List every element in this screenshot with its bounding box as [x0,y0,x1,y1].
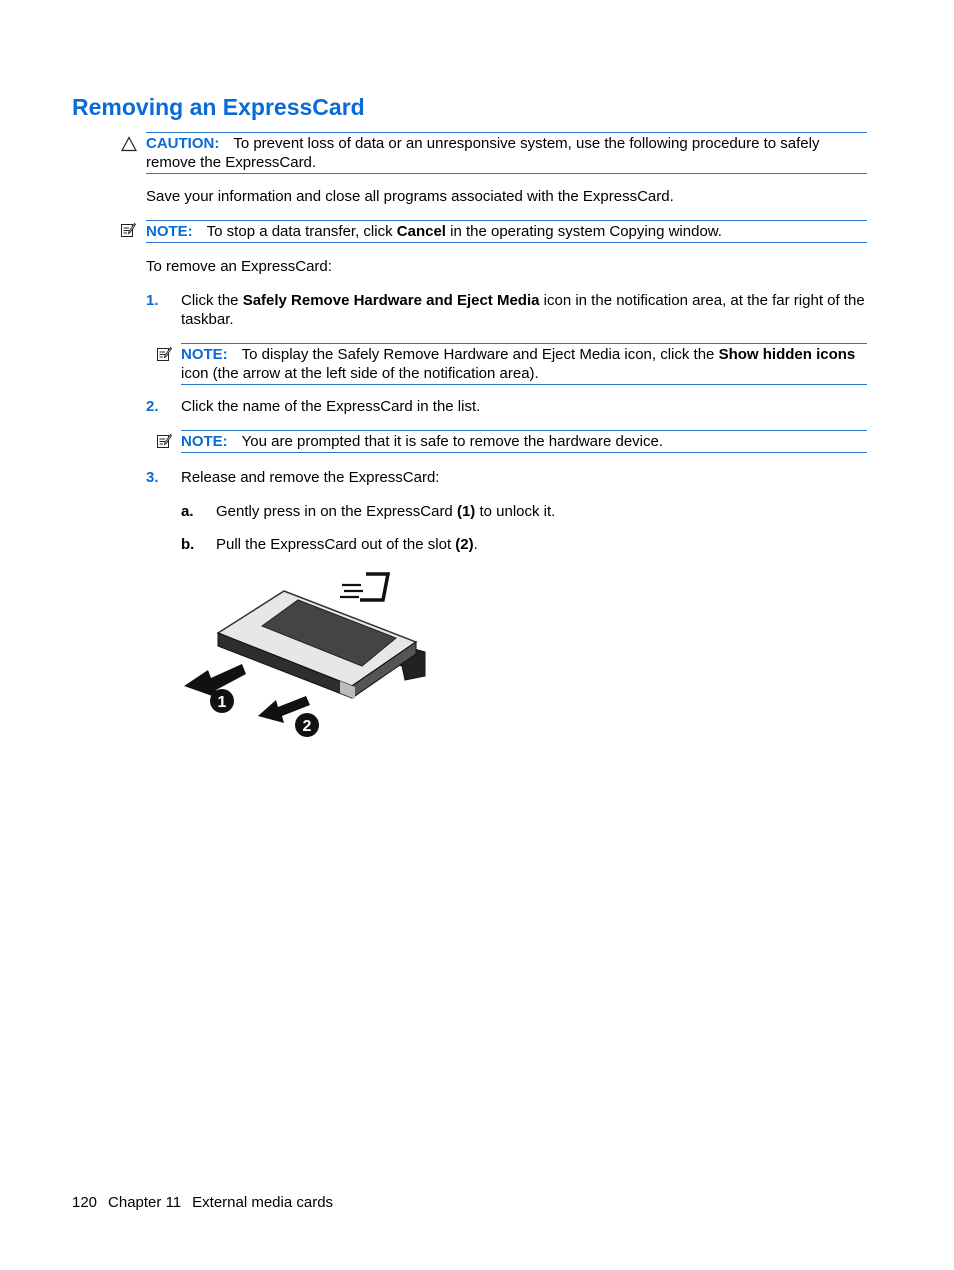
section-title: Removing an ExpressCard [72,94,365,120]
note-text-end: in the operating system Copying window. [445,223,722,240]
page-footer [72,1193,344,1212]
note-pencil-icon [156,433,172,449]
expresscard-removal-illustration [180,568,450,748]
note-pencil-icon [120,222,136,238]
page-number: 120 [72,1194,98,1211]
expresscard-graphic [218,591,416,699]
caution-box [146,132,867,174]
note-label: NOTE: [181,433,228,450]
note-text: To stop a data transfer, click [206,223,397,240]
note-box [181,343,867,385]
caution-triangle-icon [121,136,137,152]
substep-text-start: Pull the ExpressCard out of the slot [216,536,456,553]
step-text: Click the name of the ExpressCard in the list. [181,398,481,415]
note-label: NOTE: [181,346,228,363]
chapter-title: External media cards [192,1194,334,1211]
step-text-start: Click the [181,292,243,309]
cancel-term: Cancel [396,223,446,240]
caution-label: CAUTION: [146,135,220,152]
note-box [181,430,867,453]
step-text: Release and remove the ExpressCard: [181,469,440,486]
step-text-end: icon in the notification area, at the far right of the taskbar. [181,292,865,328]
callout-ref: (2) [455,536,474,553]
show-hidden-icons-term: Show hidden icons [718,346,856,363]
note-label: NOTE: [146,223,193,240]
expresscard-slot-icon [340,574,388,600]
procedure-intro: To remove an ExpressCard: [146,258,332,275]
chapter-label: Chapter 11 [108,1194,182,1211]
callout-ref: (1) [456,503,476,520]
step-number: 2. [146,398,159,415]
substep-text [216,502,555,521]
step-number: 1. [146,292,159,309]
note-text: You are prompted that it is safe to remove the hardware device. [241,433,664,450]
note-pencil-icon [156,346,172,362]
substep-letter: b. [181,536,195,553]
callout-number: 1 [217,694,227,711]
substep-text-end: . [473,536,478,553]
callout-number: 2 [302,718,312,735]
step-text [181,291,871,329]
substep-text-start: Gently press in on the ExpressCard [216,503,457,520]
substep-text [216,535,478,554]
substep-text-end: to unlock it. [475,503,556,520]
save-instruction: Save your information and close all programs associated with the ExpressCard. [146,188,674,205]
note-box [146,220,867,243]
safely-remove-term: Safely Remove Hardware and Eject Media [242,292,540,309]
caution-text: To prevent loss of data or an unresponsive system, use the following procedure to safely remove the ExpressCard. [146,135,820,171]
step-number: 3. [146,469,159,486]
note-text-end: icon (the arrow at the left side of the notification area). [181,365,539,382]
note-text: To display the Safely Remove Hardware and Eject Media icon, click the [241,346,719,363]
substep-letter: a. [181,503,194,520]
